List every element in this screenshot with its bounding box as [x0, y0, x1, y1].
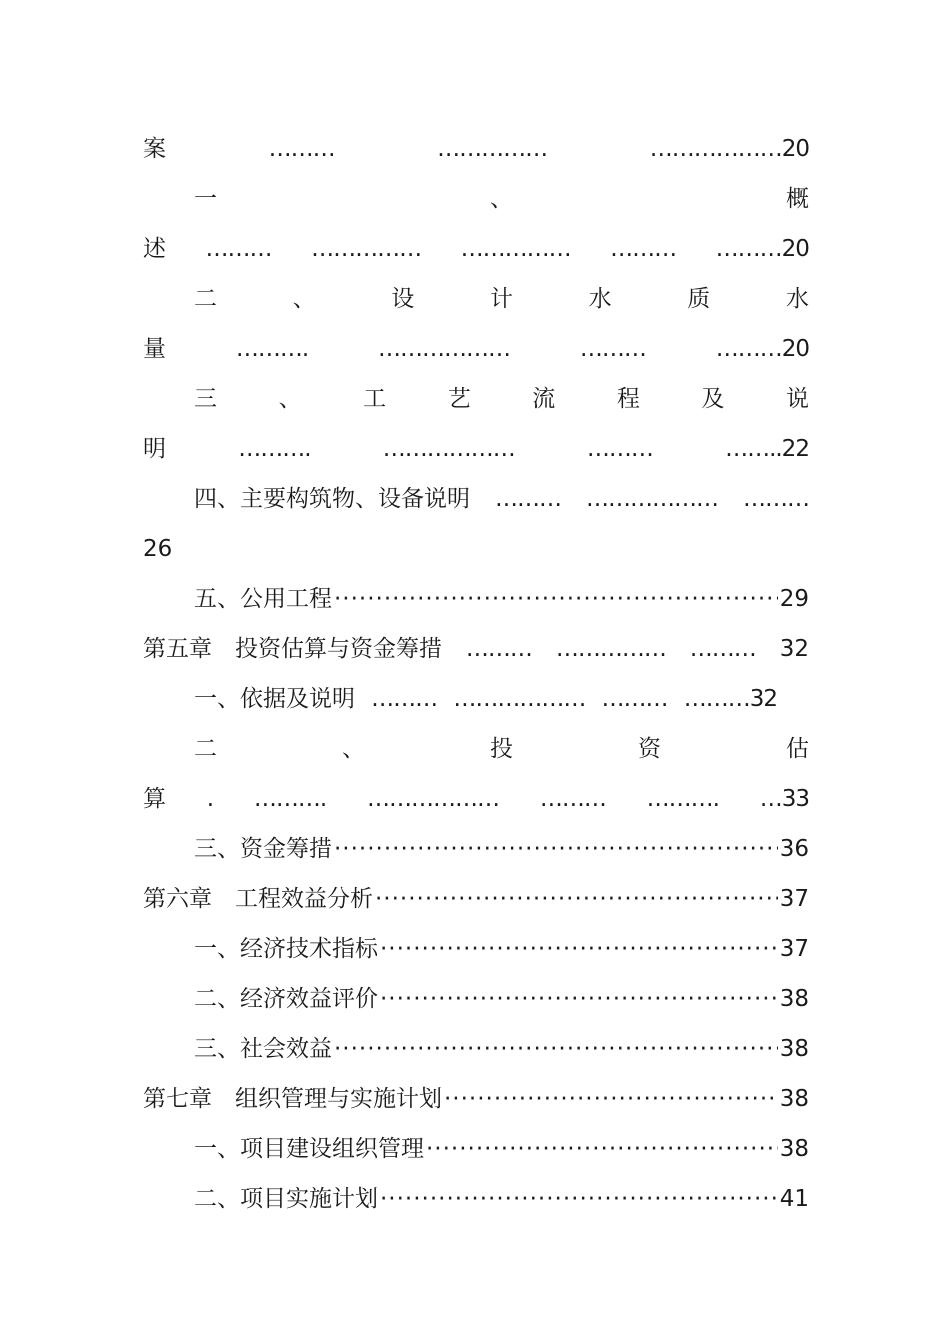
toc-text: 一: [194, 186, 217, 212]
toc-entry: [143, 684, 777, 714]
toc-text: 程: [616, 386, 640, 412]
toc-leader-page: ………20: [715, 236, 809, 262]
toc-page-number: 26: [143, 536, 173, 562]
toc-leader-dots: .: [206, 786, 214, 812]
toc-leader-dots: ……….: [646, 786, 719, 812]
toc-text: 量: [143, 336, 166, 362]
toc-entry-title: 第五章 投资估算与资金筹措: [143, 636, 442, 662]
toc-leader-dots: ………………: [382, 436, 515, 462]
toc-text: 资: [638, 736, 661, 762]
toc-entry-title: 一、经济技术指标: [194, 936, 378, 962]
toc-leader-dots: ……….: [253, 786, 327, 812]
toc-leader-dots: ………………: [586, 486, 718, 512]
toc-entry-title: 四、主要构筑物、设备说明: [194, 486, 470, 512]
toc-leader-page: ……..22: [725, 436, 809, 462]
toc-leader-dots: ……….: [235, 336, 309, 362]
toc-page-number: 38: [779, 1086, 809, 1112]
toc-entry-wrapped-start: [143, 134, 809, 164]
toc-leader-page: ………20: [715, 336, 809, 362]
toc-leader-dots: ……………: [311, 236, 422, 262]
toc-leader-dots: ………: [601, 686, 668, 712]
toc-leader-dots: ………: [743, 486, 809, 512]
toc-text: 流: [532, 386, 556, 412]
toc-leader-dots: [334, 834, 778, 864]
toc-chapter-entry: [143, 1084, 809, 1114]
toc-leader-dots: ………: [205, 236, 272, 262]
toc-page-number: 38: [779, 986, 809, 1012]
toc-page-number: 37: [779, 886, 809, 912]
toc-entry-title: 三、资金筹措: [194, 836, 332, 862]
toc-text: 投: [490, 736, 513, 762]
toc-text: 、: [278, 386, 302, 412]
toc-entry-justified: [143, 734, 809, 764]
toc-leader-dots: [444, 1084, 778, 1114]
toc-entry-title: 第七章 组织管理与实施计划: [143, 1086, 442, 1112]
toc-entry-title: 二、经济效益评价: [194, 986, 378, 1012]
toc-entry-justified: [143, 284, 809, 314]
toc-leader-dots: ………: [586, 436, 653, 462]
toc-entry: [143, 984, 809, 1014]
toc-leader-dots: ……………: [460, 236, 571, 262]
toc-text: 明: [143, 436, 166, 462]
toc-page-number: 41: [779, 1186, 809, 1212]
toc-page-number: 38: [779, 1136, 809, 1162]
toc-entry: [143, 934, 809, 964]
toc-text: 估: [786, 736, 809, 762]
toc-entry-wrapped-end: [143, 784, 809, 814]
toc-text: 质: [687, 286, 711, 312]
toc-text: 水: [785, 286, 809, 312]
toc-page-number: 38: [779, 1036, 809, 1062]
toc-leader-dots: ………: [495, 486, 561, 512]
toc-entry: [143, 1034, 809, 1064]
toc-leader-page: ………………20: [649, 136, 809, 162]
toc-entry-justified: [143, 184, 809, 214]
toc-text: 三: [194, 386, 217, 412]
toc-leader-dots: [426, 1134, 778, 1164]
toc-text: 二: [194, 286, 217, 312]
toc-leader-dots: [334, 1034, 778, 1064]
toc-page-number: 29: [779, 586, 809, 612]
toc-entry: [143, 834, 809, 864]
toc-chapter-entry: [143, 884, 809, 914]
toc-leader-page: ………32: [683, 686, 777, 712]
toc-text: 、: [292, 286, 316, 312]
toc-text: 说: [785, 386, 809, 412]
toc-leader-dots: ………………: [378, 336, 510, 362]
toc-entry: [143, 484, 809, 514]
toc-leader-dots: [380, 984, 778, 1014]
toc-text: 算: [143, 786, 166, 812]
toc-leader-dots: ………………: [453, 686, 586, 712]
toc-leader-dots: ………: [465, 636, 532, 662]
toc-text: 概: [786, 186, 809, 212]
toc-entry: [143, 584, 809, 614]
toc-leader-dots: ………: [610, 236, 677, 262]
toc-leader-dots: ……….: [238, 436, 311, 462]
toc-entry: [143, 1134, 809, 1164]
toc-entry-wrapped-end: [143, 334, 809, 364]
toc-leader-page: …33: [759, 786, 809, 812]
toc-leader-dots: ……………: [555, 636, 666, 662]
toc-entry-title: 一、依据及说明: [194, 686, 355, 712]
toc-leader-dots: ………: [371, 686, 438, 712]
toc-page-number: 37: [779, 936, 809, 962]
toc-leader-dots: ……………: [437, 136, 548, 162]
toc-entry-title: 一、项目建设组织管理: [194, 1136, 424, 1162]
toc-text: 工: [363, 386, 387, 412]
toc-page-number: 36: [779, 836, 809, 862]
toc-leader-dots: ………: [579, 336, 646, 362]
toc-leader-dots: ………: [689, 636, 756, 662]
toc-text: 二: [194, 736, 217, 762]
toc-leader-dots: [334, 584, 778, 614]
toc-text: 设: [391, 286, 415, 312]
toc-entry-title: 三、社会效益: [194, 1036, 332, 1062]
toc-text: 计: [489, 286, 513, 312]
toc-entry-title: 五、公用工程: [194, 586, 332, 612]
toc-leader-dots: ………: [539, 786, 606, 812]
toc-entry-wrapped-end: [143, 434, 809, 464]
toc-entry-title: 第六章 工程效益分析: [143, 886, 373, 912]
toc-entry-title: 二、项目实施计划: [194, 1186, 378, 1212]
toc-text: 艺: [447, 386, 471, 412]
toc-entry-page-wrap: [143, 534, 809, 564]
toc-text: 水: [588, 286, 612, 312]
toc-leader-dots: [380, 934, 778, 964]
toc-text: 案: [143, 136, 166, 162]
toc-entry-wrapped-end: [143, 234, 809, 264]
toc-entry-justified: [143, 384, 809, 414]
toc-entry: [143, 1184, 809, 1214]
toc-text: 、: [342, 736, 365, 762]
toc-text: 述: [143, 236, 166, 262]
toc-text: 及: [701, 386, 725, 412]
toc-leader-dots: ………………: [367, 786, 500, 812]
toc-leader-dots: ………: [268, 136, 335, 162]
toc-leader-dots: [380, 1184, 778, 1214]
toc-page-number: 32: [779, 636, 809, 662]
toc-chapter-entry: [143, 634, 809, 664]
toc-leader-dots: [375, 884, 778, 914]
toc-text: 、: [490, 186, 513, 212]
